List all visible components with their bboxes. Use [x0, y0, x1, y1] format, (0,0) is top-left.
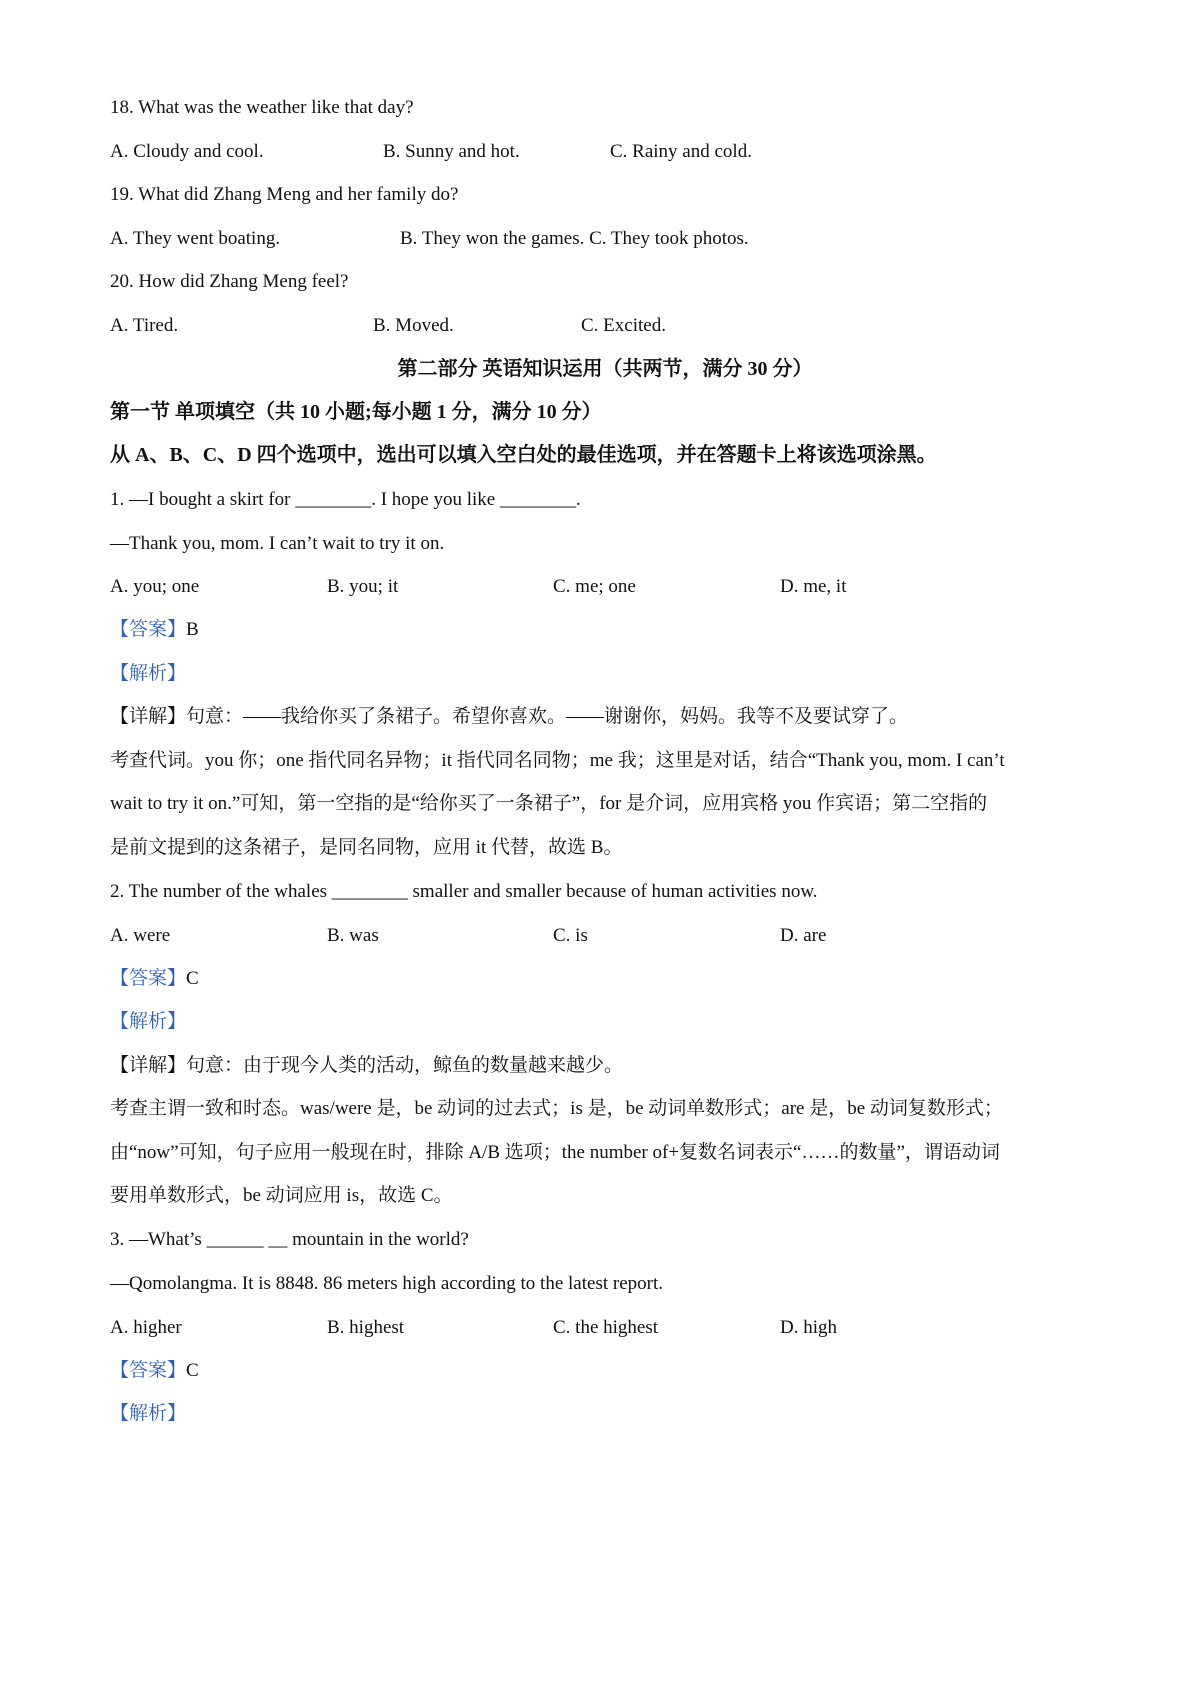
q2-explain-2: 由“now”可知，句子应用一般现在时，排除 A/B 选项；the number of+复数名词表示“……的数量”，谓语动词	[110, 1142, 1000, 1163]
section1-title: 第一节 单项填空（共 10 小题;每小题 1 分，满分 10 分）	[110, 401, 602, 423]
q1-option-a: A. you; one	[110, 576, 200, 597]
q3-answer-value: C	[186, 1360, 199, 1381]
q2-analysis-label: 【解析】	[110, 1011, 187, 1032]
q18-option-c: C. Rainy and cold.	[610, 141, 752, 162]
q2-explain-3: 要用单数形式，be 动词应用 is，故选 C。	[110, 1185, 453, 1206]
q3-option-b: B. highest	[327, 1317, 405, 1338]
q19-option-b-c: B. They won the games. C. They took photos.	[400, 228, 749, 249]
q1-explain-2: wait to try it on.”可知，第一空指的是“给你买了一条裙子”，for 是介词，应用宾格 you 作宾语；第二空指的	[110, 793, 988, 814]
q2-option-d: D. are	[780, 925, 827, 946]
question-20: 20. How did Zhang Meng feel?	[110, 271, 349, 292]
q1-line1: 1. —I bought a skirt for ________. I hope you like ________.	[110, 489, 581, 510]
q3-option-c: C. the highest	[553, 1317, 659, 1338]
answer-label: 【答案】	[110, 968, 187, 989]
q2-answer	[110, 967, 199, 991]
q3-line1: 3. —What’s ______ __ mountain in the world?	[110, 1229, 469, 1250]
q3-line2: —Qomolangma. It is 8848. 86 meters high according to the latest report.	[110, 1273, 663, 1294]
q2-option-b: B. was	[327, 925, 379, 946]
q1-explain-3: 是前文提到的这条裙子，是同名同物，应用 it 代替，故选 B。	[110, 837, 623, 858]
q1-detail: 【详解】句意：——我给你买了条裙子。希望你喜欢。——谢谢你，妈妈。我等不及要试穿了。	[110, 706, 909, 727]
q2-line1: 2. The number of the whales ________ smaller and smaller because of human activities now.	[110, 881, 818, 902]
document-page	[110, 0, 1100, 1698]
q1-line2: —Thank you, mom. I can’t wait to try it on.	[110, 533, 445, 554]
q2-answer-value: C	[186, 968, 199, 989]
q1-option-b: B. you; it	[327, 576, 399, 597]
q18-option-b: B. Sunny and hot.	[383, 141, 520, 162]
q2-option-a: A. were	[110, 925, 171, 946]
q20-option-a: A. Tired.	[110, 315, 179, 336]
q19-option-a: A. They went boating.	[110, 228, 281, 249]
q20-option-b: B. Moved.	[373, 315, 454, 336]
q1-analysis-label: 【解析】	[110, 663, 187, 684]
q2-explain-1: 考查主谓一致和时态。was/were 是，be 动词的过去式；is 是，be 动词单数形式；are 是，be 动词复数形式；	[110, 1098, 1003, 1119]
q18-option-a: A. Cloudy and cool.	[110, 141, 264, 162]
q1-answer	[110, 618, 199, 642]
section1-instruction: 从 A、B、C、D 四个选项中，选出可以填入空白处的最佳选项，并在答题卡上将该选项涂黑。	[110, 444, 937, 466]
part2-title: 第二部分 英语知识运用（共两节，满分 30 分）	[397, 358, 813, 380]
question-19: 19. What did Zhang Meng and her family do?	[110, 184, 459, 205]
question-18: 18. What was the weather like that day?	[110, 97, 414, 118]
q1-option-d: D. me, it	[780, 576, 847, 597]
q2-detail: 【详解】句意：由于现今人类的活动，鲸鱼的数量越来越少。	[110, 1055, 624, 1076]
answer-label: 【答案】	[110, 1360, 187, 1381]
q1-option-c: C. me; one	[553, 576, 636, 597]
q3-answer	[110, 1359, 199, 1383]
q1-explain-1: 考查代词。you 你；one 指代同名异物；it 指代同名同物；me 我；这里是对话，结合“Thank you, mom. I can’t	[110, 750, 1005, 771]
q3-option-d: D. high	[780, 1317, 837, 1338]
answer-label: 【答案】	[110, 619, 187, 640]
q1-answer-value: B	[186, 619, 199, 640]
q3-analysis-label: 【解析】	[110, 1403, 187, 1424]
q2-option-c: C. is	[553, 925, 588, 946]
q20-option-c: C. Excited.	[581, 315, 666, 336]
q3-option-a: A. higher	[110, 1317, 182, 1338]
